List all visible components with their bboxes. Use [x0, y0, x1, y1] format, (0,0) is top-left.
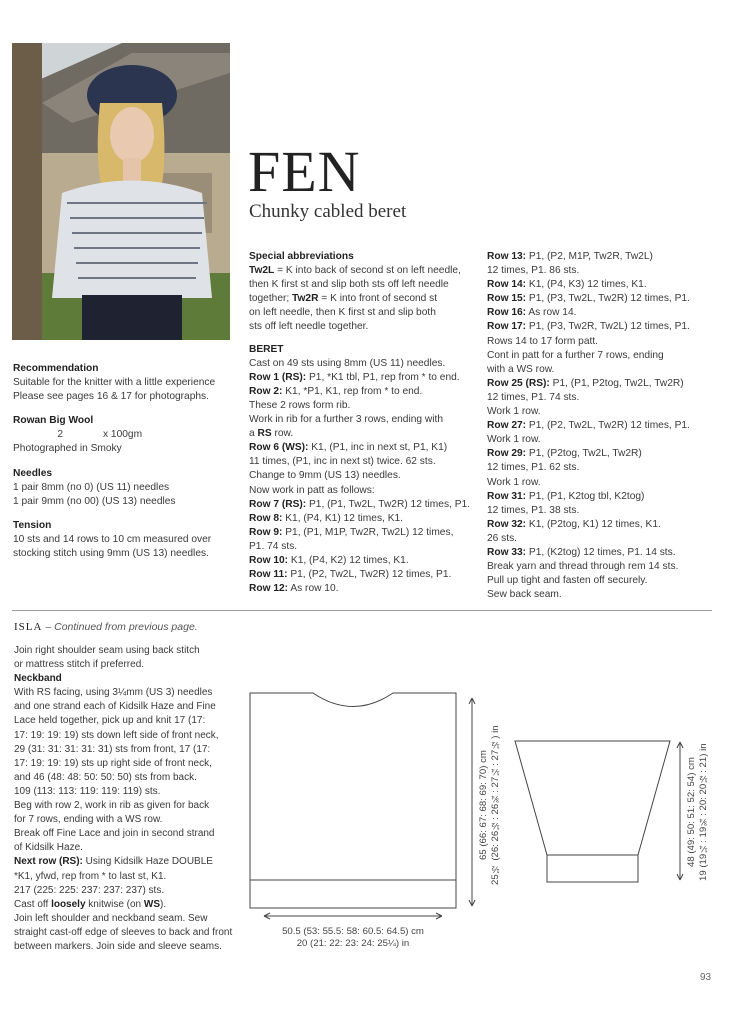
text-line [249, 427, 479, 441]
text: together; [249, 293, 293, 305]
text: Rows 14 to 17 form patt. [487, 335, 598, 347]
recommendation-line: Please see pages 16 & 17 for photographs. [13, 391, 209, 403]
text-line [249, 371, 479, 385]
text: 17: 19: 19: 19) sts down left side of front neck, [14, 729, 219, 741]
isla-name: ISLA [14, 621, 43, 633]
text: Work 1 row. [487, 434, 541, 446]
bold-text: Row 32: [487, 518, 527, 530]
body-width-cm: 50.5 (53: 55.5: 58: 60.5: 64.5) cm [282, 926, 424, 937]
text: row. [271, 428, 294, 440]
text-line [487, 574, 712, 588]
body-length-in: 25½ (26: 26½: 26¾: 27¼: 27½) in [490, 725, 501, 885]
text-line [249, 385, 479, 399]
text-line [487, 292, 712, 306]
text-line [487, 349, 712, 363]
text-line [14, 672, 246, 686]
body-width-label [240, 926, 466, 950]
bold-text: RS [257, 428, 272, 440]
text-line [487, 405, 712, 419]
text-line [487, 306, 712, 320]
middle-column [249, 250, 479, 596]
text: Cont in patt for a further 7 rows, ending [487, 349, 664, 361]
text-line [249, 320, 479, 334]
text-line [487, 588, 712, 602]
text: Work 1 row. [487, 406, 541, 418]
body-length-label [478, 700, 502, 910]
text-line [249, 512, 479, 526]
text: Cast off [14, 898, 52, 910]
text: As row 10. [288, 583, 339, 595]
text: on left needle, then K first st and slip both [249, 307, 436, 319]
text: Beg with row 2, work in rib as given for back [14, 800, 210, 812]
isla-lines [14, 644, 246, 954]
bold-text: Row 7 (RS): [249, 498, 307, 510]
bold-text: Row 1 (RS): [249, 371, 307, 383]
special-abbreviations [249, 264, 479, 334]
text-line [487, 363, 712, 377]
text: sts off left needle together. [249, 321, 369, 333]
text: for 7 rows, ending with a WS row. [14, 814, 163, 826]
text: P1, (P2, Tw2L, Tw2R) 12 times, P1. [287, 569, 452, 581]
section-divider [12, 610, 712, 611]
text-line [14, 729, 246, 743]
text-line [249, 540, 479, 554]
text: P1, (K2tog) 12 times, P1. 14 sts. [526, 546, 676, 558]
text-line [487, 278, 712, 292]
bold-text: Next row (RS): [14, 856, 83, 868]
text: P1, (P1, M1P, Tw2R, Tw2L) 12 times, [282, 526, 454, 538]
text-line [249, 498, 479, 512]
body-width-in: 20 (21: 22: 23: 24: 25¼) in [296, 938, 410, 949]
text: K1, (P4, K1) 12 times, K1. [282, 512, 404, 524]
body-length-cm: 65 (66: 67: 68: 69: 70) cm [478, 750, 489, 860]
special-abbreviations-heading: Special abbreviations [249, 251, 354, 262]
sleeve-length-cm: 48 (49: 50: 51: 52: 54) cm [686, 757, 697, 867]
text: knitwise (on [85, 898, 144, 910]
sleeve-length-in: 19 (19¼: 19¾: 20: 20½: 21) in [698, 743, 709, 881]
left-column [13, 362, 238, 561]
text-line [487, 377, 712, 391]
text-line [14, 658, 246, 672]
text: P1, (P1, Tw2L, Tw2R) 12 times, P1. [306, 498, 470, 510]
bold-text: Row 10: [249, 554, 289, 566]
bold-text: Row 17: [487, 321, 527, 333]
text: 29 (31: 31: 31: 31: 31) sts from front, 17 (17: [14, 743, 211, 755]
text-line [249, 484, 479, 498]
text-line [487, 461, 712, 475]
text: P1. 74 sts. [249, 540, 298, 552]
text-line [487, 560, 712, 574]
text: a [249, 428, 258, 440]
text: Lace held together, pick up and knit 17 (17: [14, 715, 206, 727]
text-line [14, 827, 246, 841]
model-photo-illustration [12, 43, 230, 340]
text-line [14, 855, 246, 869]
text: K1, *P1, K1, rep from * to end. [282, 385, 423, 397]
text-line [14, 799, 246, 813]
text-line [14, 686, 246, 700]
yarn-quantity-line [13, 428, 238, 442]
text: and one strand each of Kidsilk Haze and Fine [14, 701, 216, 713]
text: straight cast-off edge of sleeves to back and front [14, 926, 233, 938]
tension-line: stocking stitch using 9mm (US 13) needles. [13, 548, 209, 560]
text: 109 (113: 113: 119: 119: 119) sts. [14, 785, 161, 797]
bold-text: Row 2: [249, 385, 283, 397]
text: Break yarn and thread through rem 14 sts. [487, 561, 679, 573]
text: K1, (P4, K2) 12 times, K1. [288, 554, 409, 566]
needles-line: 1 pair 8mm (no 0) (US 11) needles [13, 481, 170, 493]
text-line [249, 306, 479, 320]
text-line [487, 518, 712, 532]
text: Join right shoulder seam using back stitch [14, 645, 200, 656]
text-line [249, 264, 479, 278]
text: P1, (P3, Tw2L, Tw2R) 12 times, P1. [526, 293, 690, 305]
text: Using Kidsilk Haze DOUBLE [82, 856, 213, 868]
text-line [14, 743, 246, 757]
isla-continued-note: – Continued from previous page. [42, 621, 198, 633]
beret-instructions [249, 357, 479, 597]
bold-text: Row 25 (RS): [487, 377, 550, 389]
bold-text: Row 8: [249, 512, 283, 524]
text: ). [160, 898, 167, 910]
text-line [487, 546, 712, 560]
text-line [14, 714, 246, 728]
text: 12 times, P1. 86 sts. [487, 265, 580, 277]
text-line [14, 813, 246, 827]
text-line [487, 320, 712, 334]
sleeve-length-label [686, 741, 710, 883]
bold-text: Row 6 (WS): [249, 442, 309, 454]
hero-photo [12, 43, 230, 340]
recommendation-heading: Recommendation [13, 363, 99, 374]
text: = K into back of second st on left needle, [274, 265, 461, 277]
text: Cast on 49 sts using 8mm (US 11) needles. [249, 357, 446, 369]
text-line [14, 884, 246, 898]
text-line [14, 771, 246, 785]
text: P1, (P1, P2tog, Tw2L, Tw2R) [549, 377, 684, 389]
bold-text: WS [143, 898, 160, 910]
text-line [249, 413, 479, 427]
text-line [14, 912, 246, 926]
text-line [249, 469, 479, 483]
text: Now work in patt as follows: [249, 484, 375, 496]
text-line [14, 870, 246, 884]
text: K1, (P1, inc in next st, P1, K1) [308, 442, 448, 454]
text-line [14, 841, 246, 855]
text: K1, (P2tog, K1) 12 times, K1. [526, 518, 661, 530]
text-line [249, 441, 479, 455]
sleeve-outline [515, 741, 670, 855]
tension-line: 10 sts and 14 rows to 10 cm measured over [13, 533, 212, 545]
bold-text: Row 27: [487, 420, 527, 432]
bold-text: Tw2L [249, 265, 275, 277]
bold-text: Row 16: [487, 307, 527, 319]
text-line [487, 250, 712, 264]
text-line [14, 757, 246, 771]
recommendation-line: Suitable for the knitter with a little experience [13, 377, 216, 389]
text: 217 (225: 225: 237: 237: 237) sts. [14, 884, 165, 896]
text-line [14, 898, 246, 912]
beret-instructions-continued [487, 250, 712, 602]
body-outline [250, 693, 456, 908]
text: 12 times, P1. 74 sts. [487, 391, 580, 403]
text-line [487, 447, 712, 461]
right-column [487, 250, 712, 602]
text: 11 times, (P1, inc in next st) twice. 62 sts. [249, 456, 436, 468]
bold-text: Tw2R [292, 293, 319, 305]
text: 12 times, P1. 62 sts. [487, 462, 580, 474]
bold-text: loosely [51, 898, 86, 910]
text: Work 1 row. [487, 476, 541, 488]
text-line [14, 644, 246, 658]
text-line [249, 399, 479, 413]
text: Join left shoulder and neckband seam. Sew [14, 912, 208, 924]
yarn-shade: Photographed in Smoky [13, 443, 122, 455]
text: 17: 19: 19: 19) sts up right side of front neck, [14, 757, 212, 769]
bold-text: Row 13: [487, 251, 527, 262]
yarn-heading: Rowan Big Wool [13, 415, 94, 427]
bold-text: Row 9: [249, 526, 283, 538]
text-line [487, 504, 712, 518]
bold-text: Row 31: [487, 490, 527, 502]
needles-line: 1 pair 9mm (no 00) (US 13) needles [13, 495, 176, 507]
text: Change to 9mm (US 13) needles. [249, 470, 401, 482]
text: 12 times, P1. 38 sts. [487, 504, 580, 516]
text: or mattress stitch if preferred. [14, 659, 145, 671]
tension-heading: Tension [13, 519, 52, 531]
yarn-weight: x 100gm [103, 429, 143, 441]
pattern-title: FEN [248, 139, 361, 204]
pattern-subtitle: Chunky cabled beret [249, 201, 407, 222]
text: P1, (P1, K2tog tbl, K2tog) [526, 490, 645, 502]
isla-continued-header [14, 621, 198, 633]
text-line [249, 455, 479, 469]
text-line [249, 278, 479, 292]
text: of Kidsilk Haze. [14, 842, 83, 854]
bold-text: Neckband [14, 673, 62, 685]
text: Sew back seam. [487, 589, 562, 601]
text: Break off Fine Lace and join in second strand [14, 828, 215, 840]
text: P1, (P3, Tw2R, Tw2L) 12 times, P1. [526, 321, 690, 333]
text-line [249, 554, 479, 568]
text: and 46 (48: 48: 50: 50: 50) sts from back. [14, 771, 197, 783]
text: K1, (P4, K3) 12 times, K1. [526, 279, 647, 291]
bold-text: Row 11: [249, 569, 288, 581]
text-line [14, 700, 246, 714]
text-line [14, 785, 246, 799]
bold-text: Row 29: [487, 448, 527, 460]
yarn-qty: 2 [57, 429, 63, 441]
text: *K1, yfwd, rep from * to last st, K1. [14, 870, 167, 882]
text-line [487, 532, 712, 546]
text-line [14, 940, 246, 954]
text-line [487, 264, 712, 278]
sleeve-cuff [547, 855, 638, 882]
text: Work in rib for a further 3 rows, ending with [249, 414, 444, 426]
text: As row 14. [526, 307, 577, 319]
text-line [487, 335, 712, 349]
page-number: 93 [700, 972, 712, 983]
bold-text: Row 12: [249, 583, 289, 595]
text-line [487, 490, 712, 504]
text-line [249, 357, 479, 371]
text: between markers. Join side and sleeve seams. [14, 940, 222, 952]
text: P1, (P2, Tw2L, Tw2R) 12 times, P1. [526, 420, 690, 432]
text: with a WS row. [487, 363, 555, 375]
text-line [249, 568, 479, 582]
bold-text: Row 33: [487, 546, 527, 558]
bold-text: Row 14: [487, 279, 527, 291]
text-line [487, 433, 712, 447]
text: With RS facing, using 3¼mm (US 3) needles [14, 687, 213, 699]
bold-text: Row 15: [487, 293, 527, 305]
text-line [14, 926, 246, 940]
text: P1, (P2tog, Tw2L, Tw2R) [526, 448, 642, 460]
text: = K into front of second st [318, 293, 438, 305]
text: then K first st and slip both sts off left needle [249, 279, 449, 291]
isla-instructions [14, 644, 246, 954]
text: P1, (P2, M1P, Tw2R, Tw2L) [526, 251, 653, 262]
beret-heading: BERET [249, 343, 284, 355]
text: Pull up tight and fasten off securely. [487, 575, 648, 587]
text-line [487, 476, 712, 490]
text: These 2 rows form rib. [249, 399, 351, 411]
text: 26 sts. [487, 532, 518, 544]
text-line [249, 582, 479, 596]
text-line [487, 391, 712, 405]
text-line [249, 292, 479, 306]
needles-heading: Needles [13, 467, 53, 479]
text-line [249, 526, 479, 540]
text-line [487, 419, 712, 433]
text: P1, *K1 tbl, P1, rep from * to end. [306, 371, 460, 383]
